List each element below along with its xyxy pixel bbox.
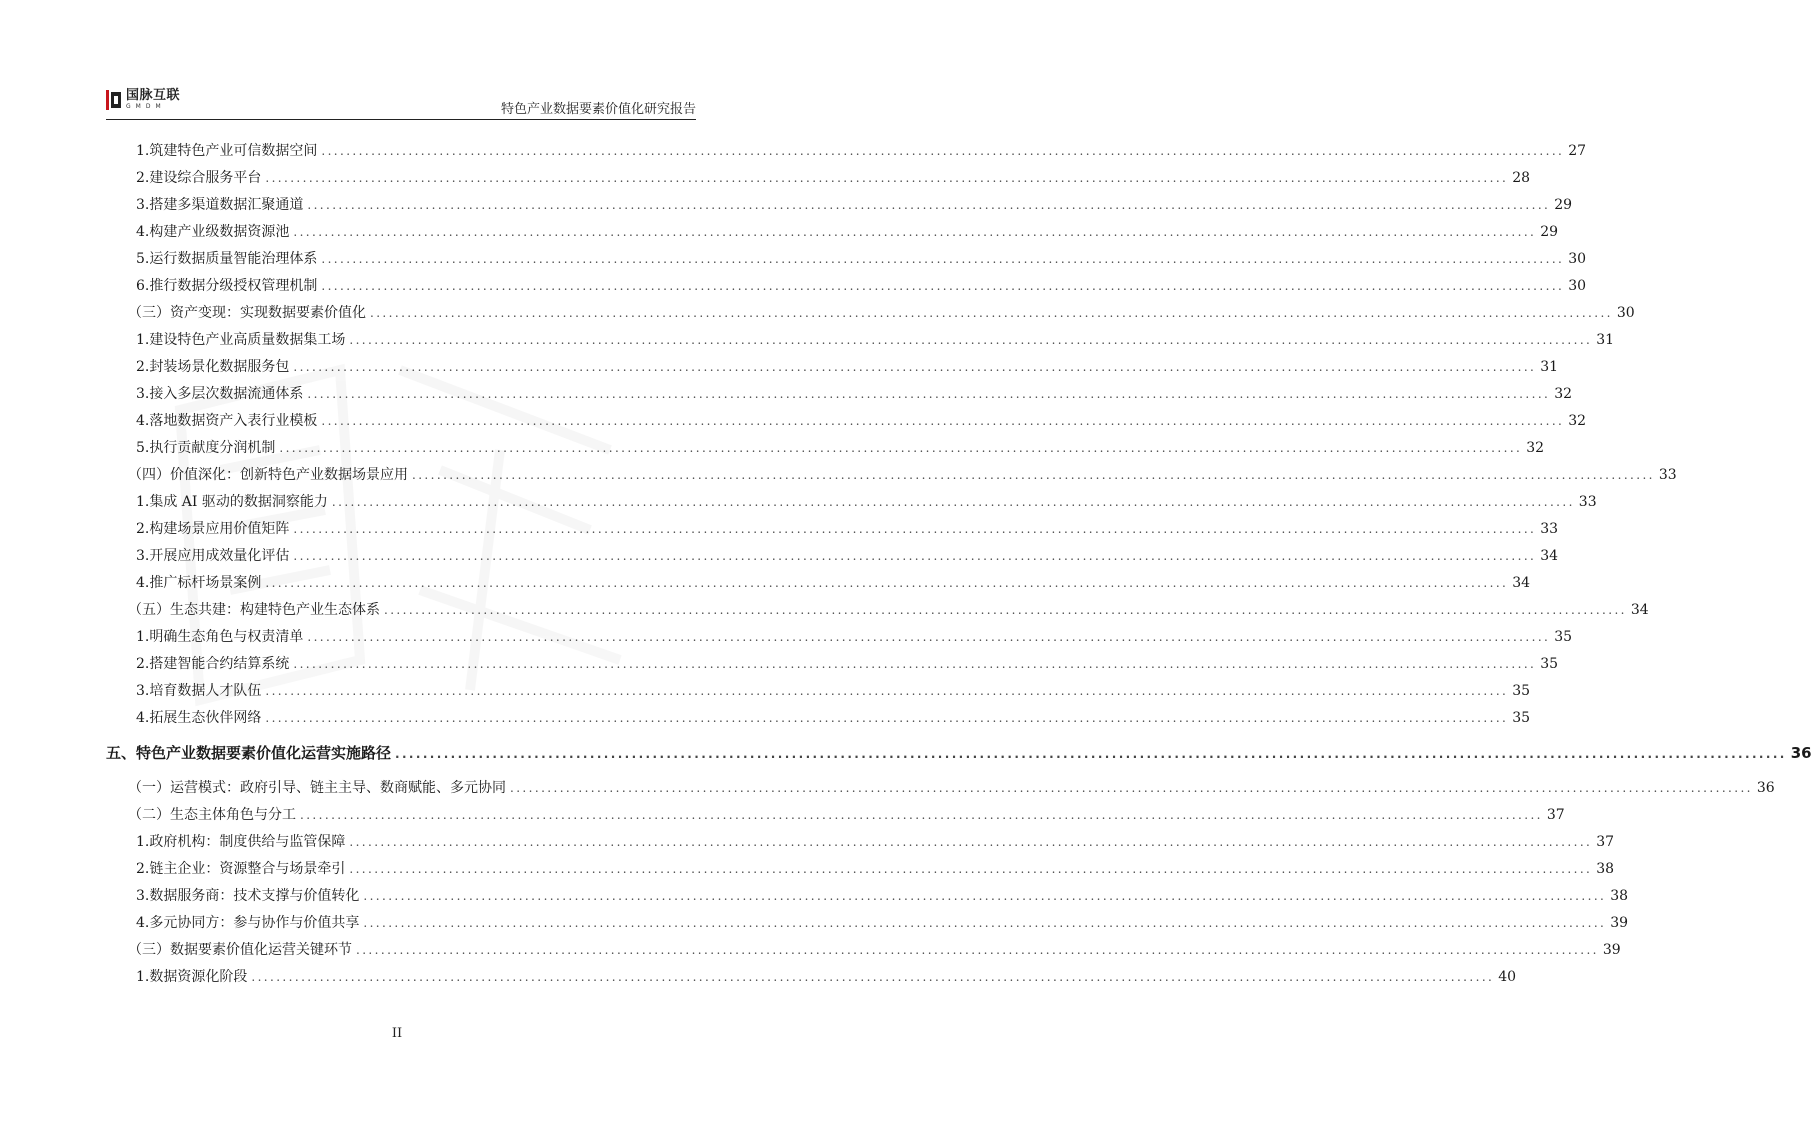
toc-dot-leader: ........................................................................................................................................................................................................ bbox=[265, 576, 1509, 590]
toc-dot-leader: ........................................................................................................................................................................................................ bbox=[265, 684, 1509, 698]
toc-entry[interactable] bbox=[106, 300, 1635, 327]
toc-entry-page: 30 bbox=[1616, 305, 1635, 321]
toc-dot-leader: ........................................................................................................................................................................................................ bbox=[293, 522, 1537, 536]
toc-entry-title: 2.链主企业：资源整合与场景牵引 bbox=[136, 861, 346, 877]
toc-entry-title: 3.数据服务商：技术支撑与价值转化 bbox=[136, 888, 360, 904]
toc-entry-title: （五）生态共建：构建特色产业生态体系 bbox=[128, 602, 380, 618]
toc-entry[interactable] bbox=[106, 462, 1677, 489]
toc-entry[interactable] bbox=[106, 138, 1587, 165]
toc-entry-page: 32 bbox=[1568, 413, 1587, 429]
toc-entry-page: 30 bbox=[1568, 278, 1587, 294]
header-divider bbox=[106, 119, 696, 120]
toc-entry[interactable] bbox=[106, 678, 1531, 705]
toc-entry-page: 33 bbox=[1658, 467, 1677, 483]
page-header bbox=[106, 88, 696, 118]
toc-entry-page: 38 bbox=[1596, 861, 1615, 877]
toc-entry[interactable] bbox=[106, 354, 1559, 381]
toc-entry-title: 4.落地数据资产入表行业模板 bbox=[136, 413, 318, 429]
toc-entry-page: 35 bbox=[1512, 710, 1531, 726]
toc-entry-title: 1.政府机构：制度供给与监管保障 bbox=[136, 834, 346, 850]
toc-entry-page: 39 bbox=[1602, 942, 1621, 958]
toc-entry-page: 34 bbox=[1630, 602, 1649, 618]
toc-entry[interactable] bbox=[106, 856, 1615, 883]
toc-entry[interactable] bbox=[106, 597, 1649, 624]
toc-entry-title: 4.构建产业级数据资源池 bbox=[136, 224, 290, 240]
toc-dot-leader: ........................................................................................................................................................................................................ bbox=[349, 862, 1593, 876]
toc-entry-title: 1.明确生态角色与权责清单 bbox=[136, 629, 304, 645]
toc-dot-leader: ........................................................................................................................................................................................................ bbox=[321, 144, 1565, 158]
toc-entry[interactable] bbox=[106, 489, 1597, 516]
toc-dot-leader: ........................................................................................................................................................................................................ bbox=[384, 603, 1627, 617]
toc-dot-leader: ........................................................................................................................................................................................................ bbox=[370, 306, 1613, 320]
toc-entry-page: 34 bbox=[1512, 575, 1531, 591]
toc-dot-leader: ........................................................................................................................................................................................................ bbox=[307, 630, 1551, 644]
toc-dot-leader: ........................................................................................................................................................................................................ bbox=[349, 835, 1593, 849]
toc-entry-page: 28 bbox=[1512, 170, 1531, 186]
toc-dot-leader: ........................................................................................................................................................................................................ bbox=[331, 495, 1575, 509]
toc-entry-page: 35 bbox=[1540, 656, 1559, 672]
toc-dot-leader: ........................................................................................................................................................................................................ bbox=[293, 360, 1537, 374]
toc-entry-title: 4.推广标杆场景案例 bbox=[136, 575, 262, 591]
toc-entry-page: 37 bbox=[1596, 834, 1615, 850]
toc-entry-title: 4.多元协同方：参与协作与价值共享 bbox=[136, 915, 360, 931]
toc-dot-leader: ........................................................................................................................................................................................................ bbox=[356, 943, 1599, 957]
toc-dot-leader: ........................................................................................................................................................................................................ bbox=[395, 747, 1787, 761]
toc-entry-title: 4.拓展生态伙伴网络 bbox=[136, 710, 262, 726]
toc-entry-page: 29 bbox=[1554, 197, 1573, 213]
toc-entry[interactable] bbox=[106, 381, 1573, 408]
toc-entry[interactable] bbox=[106, 740, 1812, 767]
toc-entry-title: 五、特色产业数据要素价值化运营实施路径 bbox=[106, 744, 392, 762]
toc-entry-title: （一）运营模式：政府引导、链主主导、数商赋能、多元协同 bbox=[128, 780, 506, 796]
toc-entry[interactable] bbox=[106, 219, 1559, 246]
toc-entry-page: 32 bbox=[1526, 440, 1545, 456]
toc-dot-leader: ........................................................................................................................................................................................................ bbox=[265, 171, 1509, 185]
toc-entry-page: 34 bbox=[1540, 548, 1559, 564]
toc-entry[interactable] bbox=[106, 543, 1559, 570]
toc-dot-leader: ........................................................................................................................................................................................................ bbox=[321, 252, 1565, 266]
toc-entry[interactable] bbox=[106, 651, 1559, 678]
toc-entry-title: 5.运行数据质量智能治理体系 bbox=[136, 251, 318, 267]
toc-dot-leader: ........................................................................................................................................................................................................ bbox=[293, 657, 1537, 671]
toc-entry-page: 38 bbox=[1610, 888, 1629, 904]
toc-entry-title: 1.数据资源化阶段 bbox=[136, 969, 248, 985]
toc-entry-title: 3.接入多层次数据流通体系 bbox=[136, 386, 304, 402]
toc-entry-title: 2.构建场景应用价值矩阵 bbox=[136, 521, 290, 537]
toc-entry-title: 2.封装场景化数据服务包 bbox=[136, 359, 290, 375]
table-of-contents bbox=[106, 138, 1812, 991]
toc-entry[interactable] bbox=[106, 964, 1517, 991]
toc-dot-leader: ........................................................................................................................................................................................................ bbox=[349, 333, 1593, 347]
toc-entry[interactable] bbox=[106, 273, 1587, 300]
toc-dot-leader: ........................................................................................................................................................................................................ bbox=[321, 279, 1565, 293]
toc-entry-title: 5.执行贡献度分润机制 bbox=[136, 440, 276, 456]
toc-entry[interactable] bbox=[106, 435, 1545, 462]
toc-entry-title: 2.建设综合服务平台 bbox=[136, 170, 262, 186]
toc-dot-leader: ........................................................................................................................................................................................................ bbox=[293, 225, 1537, 239]
toc-entry-title: 3.培育数据人才队伍 bbox=[136, 683, 262, 699]
toc-dot-leader: ........................................................................................................................................................................................................ bbox=[412, 468, 1655, 482]
toc-entry-title: 3.开展应用成效量化评估 bbox=[136, 548, 290, 564]
logo-text-cn: 国脉互联 bbox=[126, 88, 181, 103]
toc-entry[interactable] bbox=[106, 327, 1615, 354]
toc-entry-title: 1.集成 AI 驱动的数据洞察能力 bbox=[136, 494, 328, 510]
toc-entry-title: （三）资产变现：实现数据要素价值化 bbox=[128, 305, 366, 321]
toc-entry[interactable] bbox=[106, 829, 1615, 856]
report-title: 特色产业数据要素价值化研究报告 bbox=[500, 102, 696, 117]
toc-entry[interactable] bbox=[106, 910, 1629, 937]
toc-entry[interactable] bbox=[106, 624, 1573, 651]
toc-entry-title: 1.建设特色产业高质量数据集工场 bbox=[136, 332, 346, 348]
toc-dot-leader: ........................................................................................................................................................................................................ bbox=[251, 970, 1495, 984]
toc-entry-title: 3.搭建多渠道数据汇聚通道 bbox=[136, 197, 304, 213]
toc-dot-leader: ........................................................................................................................................................................................................ bbox=[510, 781, 1753, 795]
toc-entry-title: （二）生态主体角色与分工 bbox=[128, 807, 296, 823]
toc-entry[interactable] bbox=[106, 937, 1621, 964]
toc-entry-title: 1.筑建特色产业可信数据空间 bbox=[136, 143, 318, 159]
toc-entry-title: 2.搭建智能合约结算系统 bbox=[136, 656, 290, 672]
toc-entry[interactable] bbox=[106, 802, 1565, 829]
toc-entry[interactable] bbox=[106, 408, 1587, 435]
toc-entry-page: 40 bbox=[1498, 969, 1517, 985]
toc-entry-page: 36 bbox=[1790, 744, 1812, 762]
toc-dot-leader: ........................................................................................................................................................................................................ bbox=[293, 549, 1537, 563]
toc-entry[interactable] bbox=[106, 516, 1559, 543]
toc-dot-leader: ........................................................................................................................................................................................................ bbox=[265, 711, 1509, 725]
toc-entry-page: 33 bbox=[1578, 494, 1597, 510]
toc-entry-page: 29 bbox=[1540, 224, 1559, 240]
toc-entry[interactable] bbox=[106, 705, 1531, 732]
toc-entry-title: 6.推行数据分级授权管理机制 bbox=[136, 278, 318, 294]
toc-entry-page: 39 bbox=[1610, 915, 1629, 931]
toc-dot-leader: ........................................................................................................................................................................................................ bbox=[300, 808, 1543, 822]
toc-dot-leader: ........................................................................................................................................................................................................ bbox=[321, 414, 1565, 428]
toc-entry[interactable] bbox=[106, 570, 1531, 597]
toc-entry-page: 37 bbox=[1546, 807, 1565, 823]
toc-entry-page: 33 bbox=[1540, 521, 1559, 537]
logo bbox=[106, 88, 180, 114]
toc-entry[interactable] bbox=[106, 883, 1629, 910]
toc-entry-page: 31 bbox=[1596, 332, 1615, 348]
toc-dot-leader: ........................................................................................................................................................................................................ bbox=[279, 441, 1523, 455]
toc-entry-title: （四）价值深化：创新特色产业数据场景应用 bbox=[128, 467, 408, 483]
toc-entry-page: 27 bbox=[1568, 143, 1587, 159]
toc-entry[interactable] bbox=[106, 192, 1573, 219]
toc-entry-page: 36 bbox=[1756, 780, 1775, 796]
toc-dot-leader: ........................................................................................................................................................................................................ bbox=[307, 387, 1551, 401]
toc-entry[interactable] bbox=[106, 165, 1531, 192]
toc-entry-title: （三）数据要素价值化运营关键环节 bbox=[128, 942, 352, 958]
toc-entry-page: 31 bbox=[1540, 359, 1559, 375]
toc-entry-page: 35 bbox=[1512, 683, 1531, 699]
toc-entry[interactable] bbox=[106, 246, 1587, 273]
toc-dot-leader: ........................................................................................................................................................................................................ bbox=[363, 916, 1607, 930]
toc-entry-page: 30 bbox=[1568, 251, 1587, 267]
logo-mark-icon bbox=[106, 90, 122, 110]
toc-entry[interactable] bbox=[106, 775, 1775, 802]
toc-dot-leader: ........................................................................................................................................................................................................ bbox=[363, 889, 1607, 903]
toc-entry-page: 35 bbox=[1554, 629, 1573, 645]
page-number: II bbox=[391, 1026, 403, 1041]
logo-text-en: GMDM bbox=[126, 103, 166, 110]
toc-entry-page: 32 bbox=[1554, 386, 1573, 402]
toc-dot-leader: ........................................................................................................................................................................................................ bbox=[307, 198, 1551, 212]
